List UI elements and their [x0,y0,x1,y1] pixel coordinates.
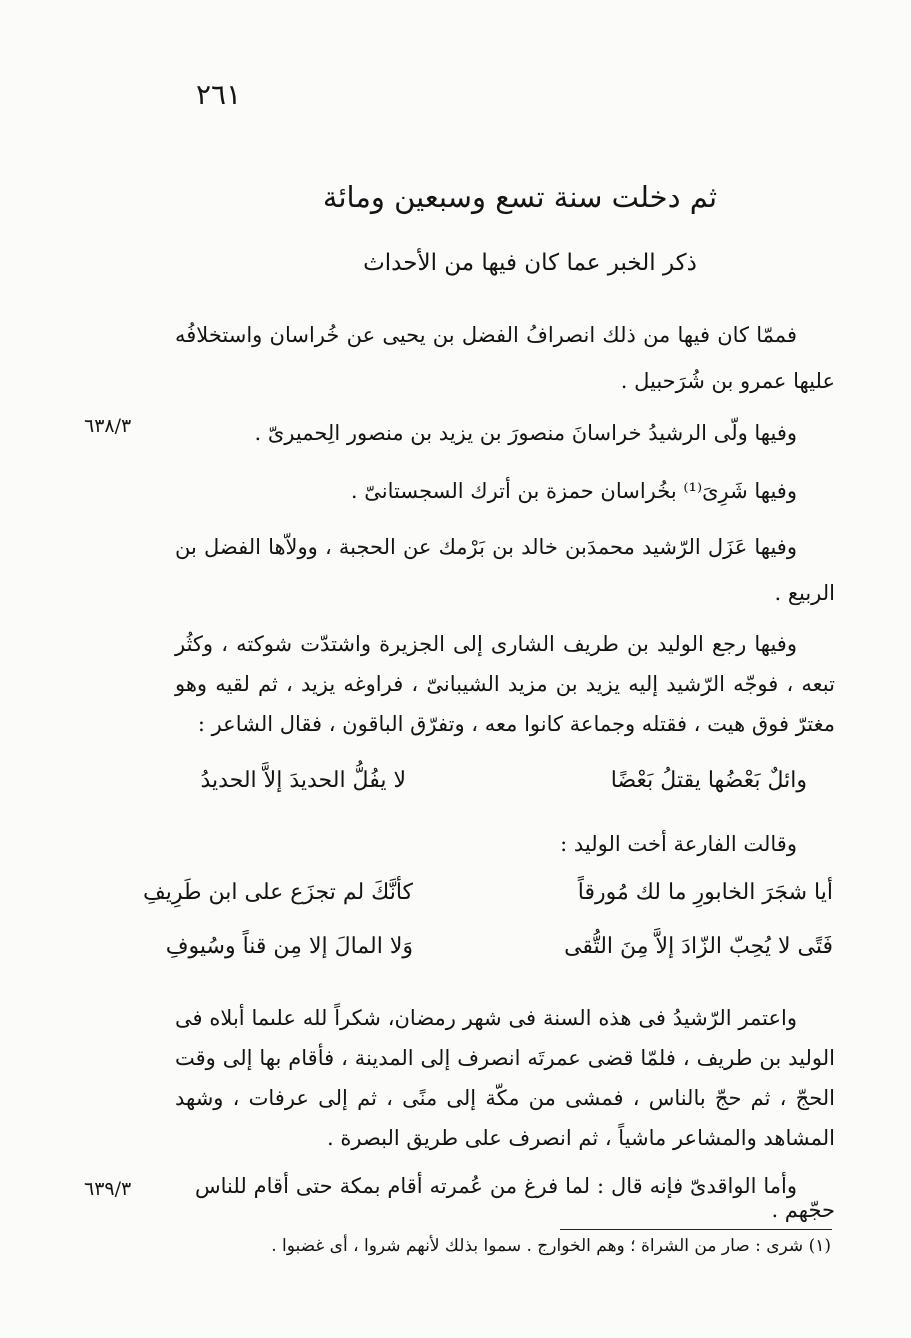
chapter-heading: ثم دخلت سنة تسع وسبعين ومائة [322,180,718,214]
paragraph-1: فممّا كان فيها من ذلك انصرافُ الفضل بن يحيى عن خُراسان واستخلافُه عليها عمرو بن شُرَحبيل . [175,323,835,393]
paragraph-5: وفيها رجع الوليد بن طريف الشارى إلى الجزيرة واشتدّت شوكته ، وكثُر تبعه ، فوجّه الرّشيد إليه يزيد بن مزيد الشيبانىّ ، فراوغه يزيد ، ثم لقيه وهو مغترّ فوق هيت ، فقتله وجماعة كانوا معه ، وتفرّق الباقون ، فقال الشاعر : [175,632,835,736]
footnote-divider [560,1229,832,1230]
paragraph-8: وأما الواقدىّ فإنه قال : لما فرغ من عُمرته أقام بمكة حتى أقام للناس حجّهم . [195,1174,835,1222]
paragraph-2: وفيها ولّى الرشيدُ خراسانَ منصورَ بن يزيد بن منصور الِحميرىّ . [254,421,797,445]
margin-reference: ٦٣٩/٣ [84,1178,132,1200]
footnote: (١) شرى : صار من الشراة ؛ وهم الخوارج . سموا بذلك لأنهم شروا ، أى غضبوا . [271,1236,831,1256]
paragraph-7: واعتمر الرّشيدُ فى هذه السنة فى شهر رمضان، شكراً لله علىما أبلاه فى الوليد بن طريف ، فلمّا قضى عمرتَه انصرف إلى المدينة ، فأقام بها إلى وقت الحجّ ، ثم حجّ بالناس ، فمشى من مكّة إلى منًى ، ثم إلى عرفات ، وشهد المشاهد والمشاعر ماشياً ، ثم انصرف على طريق البصرة . [175,1006,835,1150]
page-number: ٢٦١ [196,78,242,111]
verse-2-line-1-right: أيا شجَرَ الخابورِ ما لك مُورقاً [577,880,833,905]
verse-2-line-2-right: فَتًى لا يُحِبّ الزّادَ إلاَّ مِنَ التُّقى [564,934,833,959]
verse-1-right-hemistich: وائلٌ بَعْضُها يقتلُ بَعْضًا [610,768,807,793]
paragraph-6: وقالت الفارعة أخت الوليد : [560,832,797,856]
verse-2-line-2-left: وَلا المالَ إلا مِن قناً وسُيوفِ [165,934,413,959]
paragraph-3: وفيها شَرِىَ⁽¹⁾ بخُراسان حمزة بن أترك السجستانىّ . [350,479,797,503]
chapter-subheading: ذكر الخبر عما كان فيها من الأحداث [363,250,697,276]
verse-2-line-1-left: كأنَّكَ لم تجزَع على ابن طَرِيفِ [142,880,413,905]
verse-1-left-hemistich: لا يفُلُّ الحديدَ إلاَّ الحديدُ [200,768,406,793]
margin-reference: ٦٣٨/٣ [84,415,132,437]
paragraph-4: وفيها عَزَل الرّشيد محمدَبن خالد بن بَرْمك عن الحجبة ، وولاّها الفضل بن الربيع . [175,535,835,605]
